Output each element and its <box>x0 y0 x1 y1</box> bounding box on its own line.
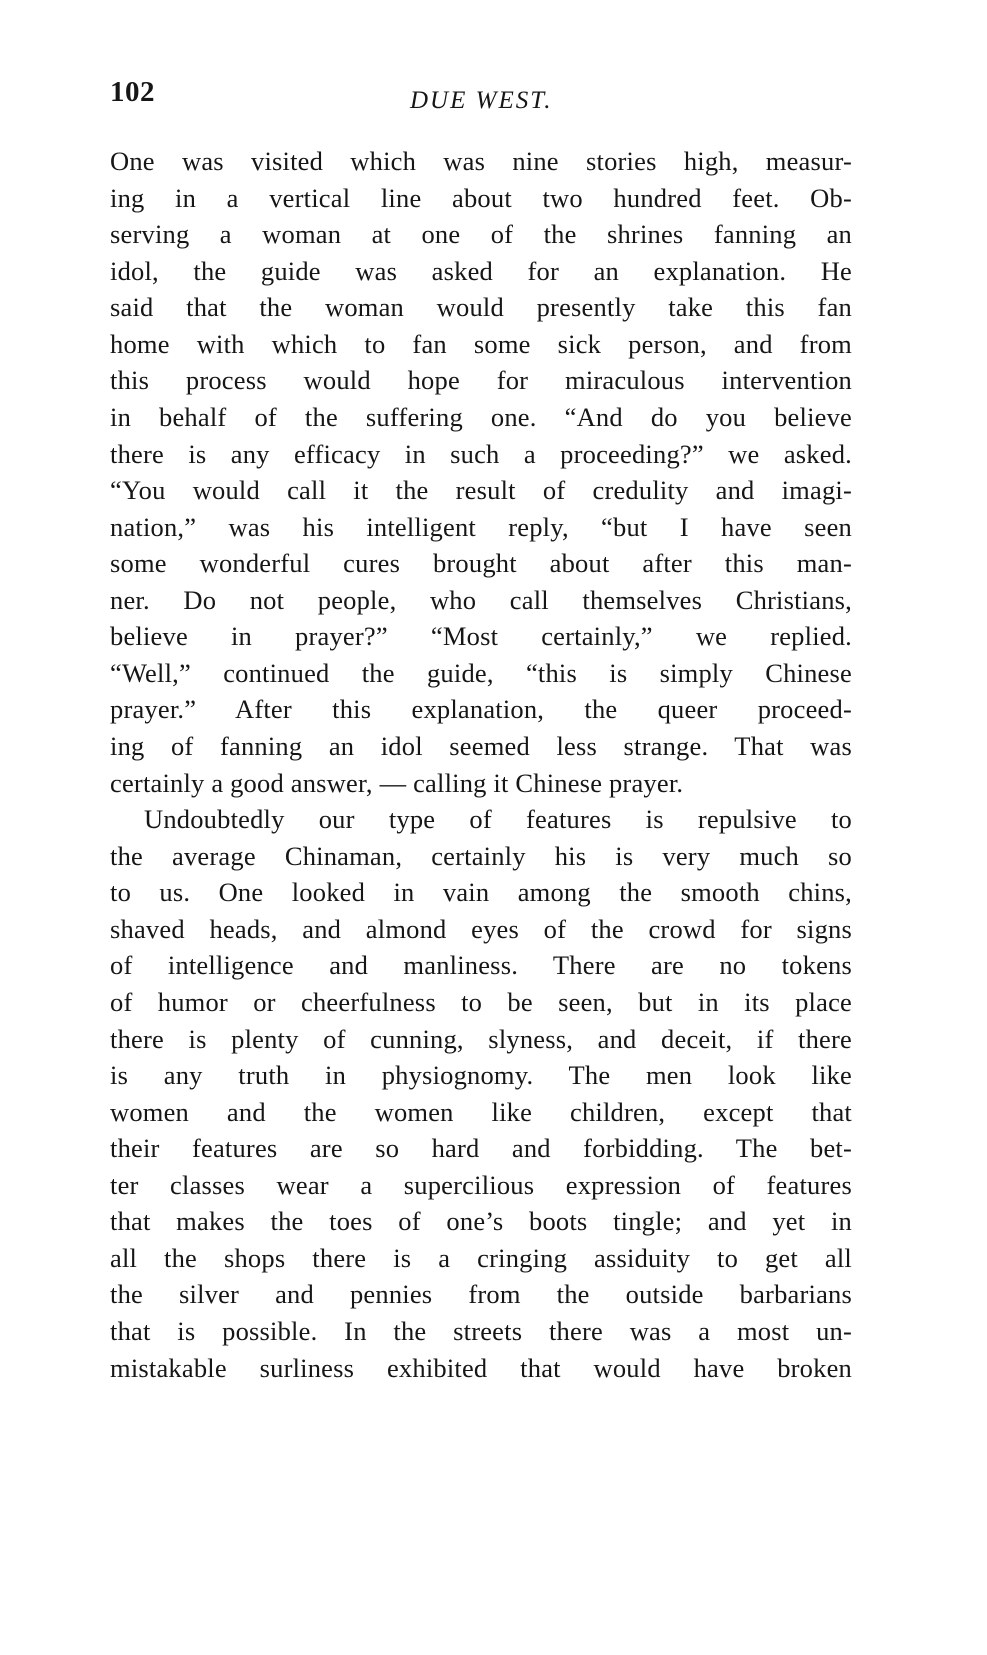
text-line: serving a woman at one of the shrines fanning an <box>110 219 852 250</box>
text-line: all the shops there is a cringing assiduity to get all <box>110 1242 852 1273</box>
text-line: this process would hope for miraculous intervention <box>110 365 852 396</box>
text-line: One was visited which was nine stories high, measur- <box>110 146 852 176</box>
text-line: the average Chinaman, certainly his is very much so <box>110 840 852 871</box>
text-line: ing of fanning an idol seemed less strange. That was <box>110 731 852 761</box>
text-line: ing in a vertical line about two hundred feet. Ob- <box>110 182 852 213</box>
text-line: home with which to fan some sick person, and from <box>110 328 852 359</box>
text-line: in behalf of the suffering one. “And do you believe <box>110 401 852 432</box>
text-line: there is any efficacy in such a proceeding?” we asked. <box>110 438 852 469</box>
text-line: that is possible. In the streets there was a most un- <box>110 1316 852 1346</box>
body-text <box>110 143 852 1386</box>
text-line: “Well,” continued the guide, “this is simply Chinese <box>110 657 852 688</box>
text-line: is any truth in physiognomy. The men look like <box>110 1060 852 1091</box>
text-line: idol, the guide was asked for an explanation. He <box>110 255 852 286</box>
text-line: ter classes wear a supercilious expression of features <box>110 1169 852 1200</box>
text-line: the silver and pennies from the outside barbarians <box>110 1279 852 1310</box>
text-line: some wonderful cures brought about after this man- <box>110 548 852 579</box>
text-line: there is plenty of cunning, slyness, and deceit, if there <box>110 1023 852 1054</box>
text-line: of humor or cheerfulness to be seen, but in its place <box>110 986 852 1017</box>
text-line: prayer.” After this explanation, the queer proceed- <box>110 694 852 725</box>
paragraph-1 <box>110 143 852 801</box>
text-line: shaved heads, and almond eyes of the crowd for signs <box>110 913 852 944</box>
text-line: said that the woman would presently take this fan <box>110 292 852 323</box>
text-line: women and the women like children, except that <box>110 1096 852 1127</box>
text-line: “You would call it the result of credulity and imagi- <box>110 475 852 506</box>
page-number: 102 <box>110 76 155 108</box>
text-line: certainly a good answer, — calling it Chinese prayer. <box>110 767 684 798</box>
text-line: believe in prayer?” “Most certainly,” we replied. <box>110 621 852 652</box>
text-line: their features are so hard and forbidding. The bet- <box>110 1133 852 1164</box>
paragraph-2 <box>110 801 852 1386</box>
text-line: of intelligence and manliness. There are no tokens <box>110 950 852 981</box>
text-line: to us. One looked in vain among the smooth chins, <box>110 877 852 908</box>
text-line: mistakable surliness exhibited that would have broken <box>110 1352 852 1383</box>
running-title: DUE WEST. <box>410 87 553 114</box>
text-line: that makes the toes of one’s boots tingle; and yet in <box>110 1206 852 1237</box>
text-line: ner. Do not people, who call themselves Christians, <box>110 584 852 615</box>
text-line: Undoubtedly our type of features is repulsive to <box>144 804 852 835</box>
text-line: nation,” was his intelligent reply, “but I have seen <box>110 511 852 542</box>
